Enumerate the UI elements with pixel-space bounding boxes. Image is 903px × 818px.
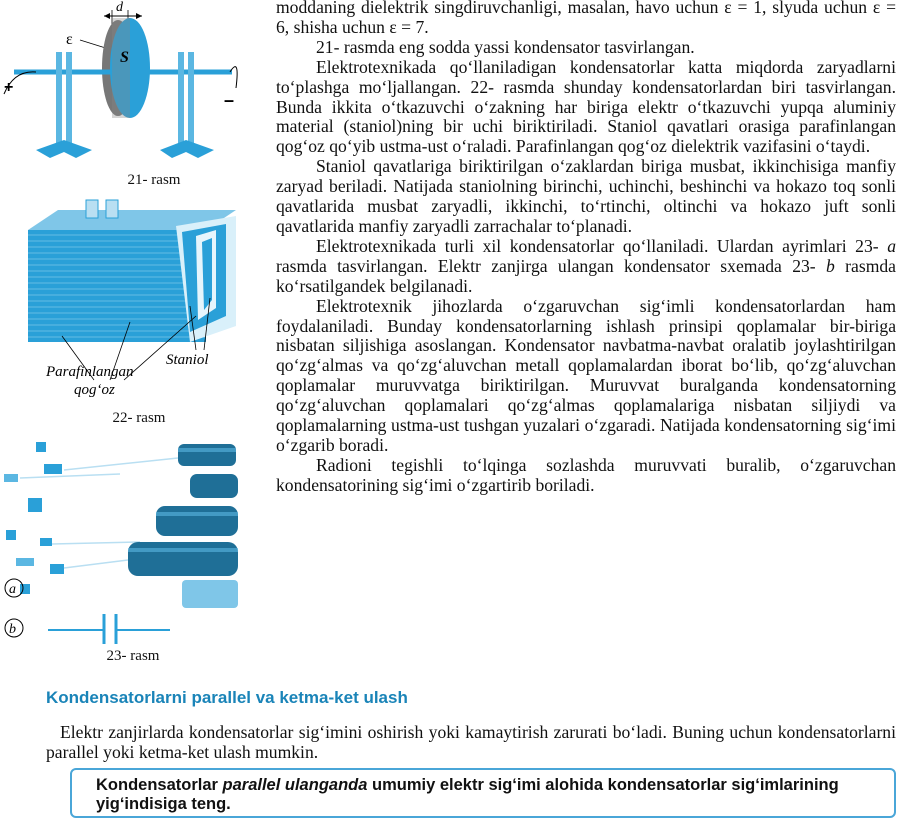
rule-text-post: umumiy elektr sig‘imi alohida kondensatorlar sig‘imlarining yig‘indisiga teng. bbox=[96, 776, 839, 813]
paragraph-2: 21- rasmda eng sodda yassi kondensator tasvirlangan. bbox=[316, 36, 695, 57]
figure-22-caption: 22- rasm bbox=[112, 410, 166, 426]
label-s: S bbox=[120, 49, 129, 66]
paragraph-4: Staniol qavatlariga biriktirilgan o‘zaklardan biriga musbat, ikkinchisiga manfiy zaryad beriladi. Natijada staniolning birinchi, uchinchi, beshinchi va hokazo toq sonli qavatlarida musbat zaryadli, ikkinchi, to‘rtinchi, oltinchi va hokazo juft sonli qavatlarida manfiy zaryadli zarrachalar to‘planadi. bbox=[276, 156, 896, 236]
rule-text bbox=[96, 776, 882, 814]
label-plus: + bbox=[4, 79, 14, 96]
label-qogoz: qog‘oz bbox=[74, 382, 115, 398]
section-heading: Kondensatorlarni parallel va ketma-ket ulash bbox=[46, 688, 408, 707]
label-epsilon: ε bbox=[66, 31, 73, 48]
rule-text-pre: Kondensatorlar bbox=[96, 776, 223, 794]
body-text bbox=[276, 0, 896, 496]
paragraph-5-part-2: rasmda tasvirlangan. Elektr zanjirga ulangan kondensator sxemada 23- bbox=[276, 255, 827, 276]
label-a: a bbox=[9, 582, 16, 597]
figure-23-caption: 23- rasm bbox=[106, 648, 160, 664]
figure-21-caption: 21- rasm bbox=[127, 172, 181, 188]
paragraph-5-part-3: rasmda ko‘rsatilgandek belgilanadi. bbox=[276, 255, 896, 296]
label-b: b bbox=[9, 622, 16, 637]
rule-text-emphasis: parallel ulanganda bbox=[222, 776, 368, 794]
paragraph-3: Elektrotexnikada qo‘llaniladigan kondensatorlar katta miqdorda zaryadlarni to‘plashga mo‘ljallangan. 22- rasmda shunday kondensatorlardan biri tasvirlangan. Bunda ikkita o‘tkazuvchi o‘zakning har biriga elektr o‘tkazuvchi yupqa aluminiy material (staniol)ning bir uchi biriktiriladi. Staniol qavatlari orasiga parafinlangan qog‘oz qo‘yib ustma-ust o‘raladi. Parafinlangan qog‘oz dielektrik vazifasini o‘taydi. bbox=[276, 56, 896, 157]
paragraph-6: Elektrotexnik jihozlarda o‘zgaruvchan sig‘imli kondensatorlardan ham foydalaniladi. Bunday kondensatorlarning ishlash prinsipi qoplamalar bir-biriga nisbatan siljishiga asoslangan. Kondensator navbatma-navbat oralatib joylashtirilgan qo‘zg‘almas va qo‘zg‘aluvchan metall qoplamalardan iborat bo‘lib, qo‘zg‘aluvchan qoplamalar muruvvatga biriktirilgan. Muruvvat buralganda kondensatorning qo‘zg‘aluvchan qoplamalari qo‘zg‘almas qoplamalariga nisbatan siljiydi va qoplamalarning ustma-ust tushgan yuzalari o‘zgaradi. Natijada kondensatorning sig‘imi o‘zgarib boradi. bbox=[276, 295, 896, 455]
figure-22-paper-capacitor bbox=[0, 196, 260, 406]
label-staniol: Staniol bbox=[166, 352, 209, 368]
section-text-block bbox=[46, 722, 896, 762]
figure-21-plate-capacitor bbox=[0, 0, 260, 175]
label-d: d bbox=[116, 0, 123, 15]
section-paragraph: Elektr zanjirlarda kondensatorlar sig‘imini oshirish yoki kamaytirish zarurati bo‘ladi. Buning uchun kondensatorlarni parallel yoki ketma-ket ulash mumkin. bbox=[46, 722, 896, 762]
figure-23-capacitor-types bbox=[0, 434, 260, 644]
paragraph-5-part-1: Elektrotexnikada turli xil kondensatorlar qo‘llaniladi. Ulardan ayrimlari 23- bbox=[316, 235, 888, 256]
label-parafinlangan: Parafinlangan bbox=[46, 364, 134, 380]
paragraph-1: moddaning dielektrik singdiruvchanligi, masalan, havo uchun ε = 1, slyuda uchun ε = 6, shisha uchun ε = 7. bbox=[276, 0, 896, 37]
label-minus: – bbox=[224, 90, 235, 110]
paragraph-7: Radioni tegishli to‘lqinga sozlashda muruvvati buralib, o‘zgaruvchan kondensatorining sig‘imi o‘zgartirib boriladi. bbox=[276, 454, 896, 495]
paragraph-5-letter-a: a bbox=[887, 235, 896, 256]
paragraph-5-letter-b: b bbox=[826, 255, 835, 276]
paragraph-5 bbox=[276, 237, 896, 297]
